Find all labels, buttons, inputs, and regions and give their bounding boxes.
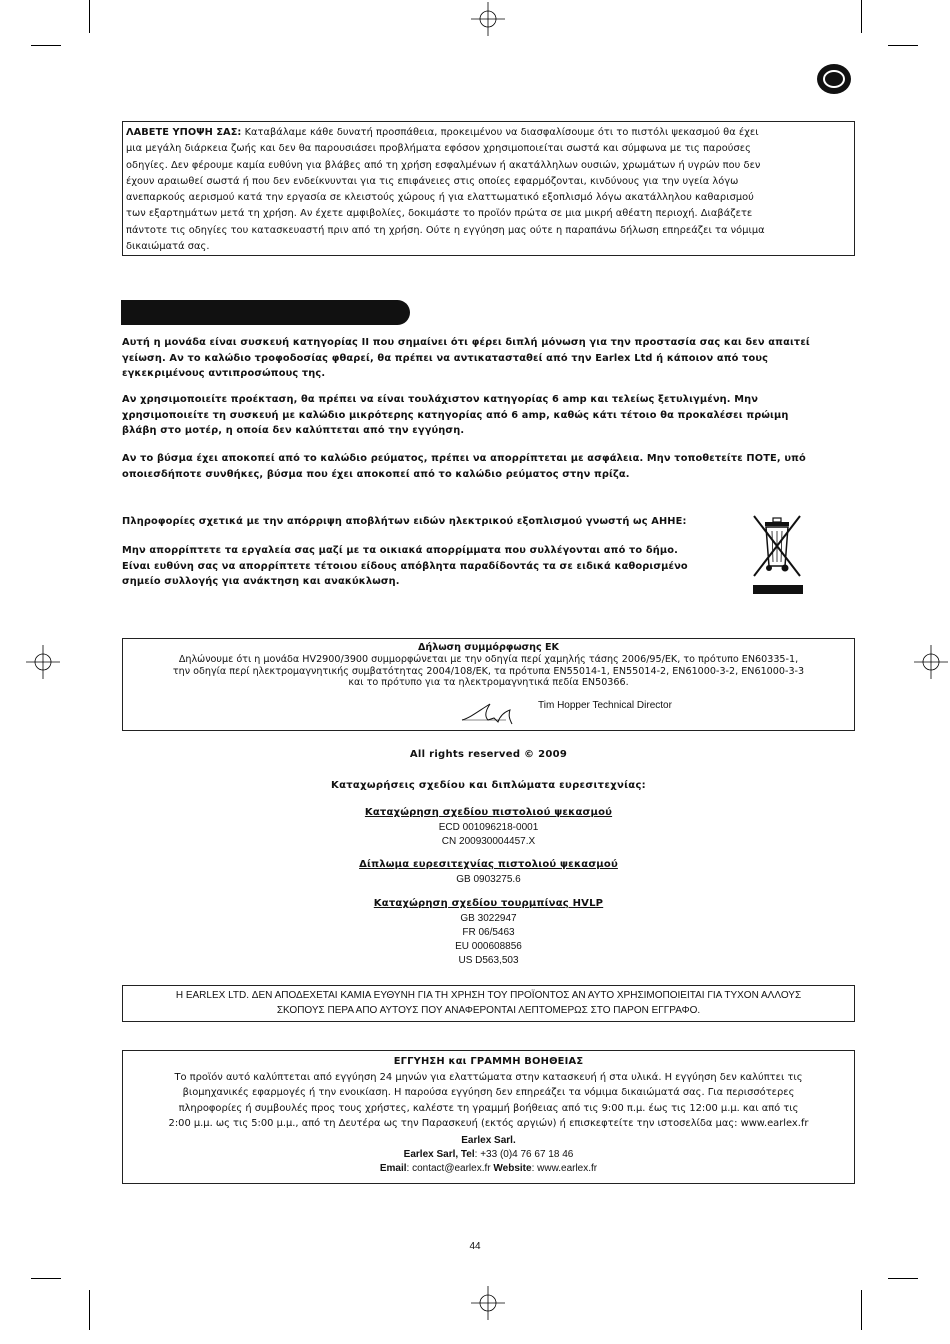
- crop-mark: [888, 1278, 918, 1279]
- paragraph-line: Αυτή η μονάδα είναι συσκευή κατηγορίας II που σημαίνει ότι φέρει διπλή μόνωση για την προστασία σας και δεν απαιτεί: [122, 337, 810, 348]
- page-number: 44: [469, 1241, 481, 1252]
- notice-line: ανεπαρκούς αερισμού κατά την εργασία σε κλειστούς χώρους ή για ελαττωματικό εξοπλισμό λόγω ακατάλληλου καθαρισμού: [126, 192, 754, 204]
- registration-item: ECD 001096218-0001: [438, 822, 539, 833]
- paragraph-line: Είναι ευθύνη σας να απορρίπτετε τέτοιου είδους απόβλητα παραδίδοντάς τα σε ειδικά καθορισμένο: [122, 560, 688, 572]
- registration-item: GB 0903275.6: [456, 874, 521, 885]
- registration-item: EU 000608856: [455, 941, 522, 952]
- tel-value: : +33 (0)4 76 67 18 46: [474, 1148, 574, 1160]
- registration-heading: Καταχώρηση σχεδίου πιστολιού ψεκασμού: [364, 807, 613, 818]
- crop-mark: [31, 45, 61, 46]
- plug-paragraph: [122, 451, 857, 482]
- signatory-name: Tim Hopper Technical Director: [538, 700, 672, 711]
- registration-mark-top: [471, 2, 505, 36]
- email-label: Email: [379, 1162, 407, 1174]
- warranty-line: πληροφορίες ή συμβουλές προς τους χρήστες, καλέστε τη γραμμή βοήθειας από τις 9:00 π.μ. έως τις 12:00 μ.μ. και από τις: [178, 1102, 799, 1114]
- paragraph-line: γείωση. Αν το καλώδιο τροφοδοσίας φθαρεί, θα πρέπει να αντικατασταθεί από την Earlex Ltd ή κάποιον από τους: [122, 352, 769, 364]
- registration-mark-left: [26, 645, 60, 679]
- registration-heading: Καταχώρηση σχεδίου τουρμπίνας HVLP: [373, 898, 604, 909]
- paragraph-line: σημείο συλλογής για ανάκτηση και ανακύκλωση.: [122, 576, 400, 587]
- paragraph-line: Αν χρησιμοποιείτε προέκταση, θα πρέπει να είναι τουλάχιστον κατηγορίας 6 amp και τελείως ξετυλιγμένη. Μην: [122, 394, 759, 405]
- copyright-notice: All rights reserved © 2009: [409, 749, 568, 760]
- paragraph-line: Μην απορρίπτετε τα εργαλεία σας μαζί με τα οικιακά απορρίμματα που συλλέγονται από το δήμο.: [122, 545, 678, 556]
- crossed-bin-icon: [748, 514, 804, 596]
- declaration-title: Δήλωση συμμόρφωσης ΕΚ: [418, 642, 559, 653]
- tel-label: Earlex Sarl, Tel: [403, 1148, 475, 1160]
- crop-mark: [888, 45, 918, 46]
- paragraph-line: οποιεσδήποτε συνθήκες, βύσμα που έχει αποκοπεί από το καλώδιο ρεύματος στην πρίζα.: [122, 468, 630, 480]
- signature-image: [460, 700, 520, 726]
- crop-mark: [89, 0, 90, 33]
- notice-line: δικαιώματά σας.: [126, 241, 210, 253]
- website-label: Website: [493, 1162, 532, 1174]
- registration-heading: Δίπλωμα ευρεσιτεχνίας πιστολιού ψεκασμού: [359, 859, 618, 870]
- notice-line: οδηγίες. Δεν φέρουμε καμία ευθύνη για βλάβες από τη χρήση εσφαλμένων ή ακατάλληλων ουσιών, χρωμάτων ή υγρών που δεν: [126, 159, 761, 171]
- paragraph-line: Αν το βύσμα έχει αποκοπεί από το καλώδιο ρεύματος, πρέπει να απορρίπτεται με ασφάλεια. Μην τοποθετείτε ΠΟΤΕ, υπό: [122, 453, 806, 464]
- weee-heading: Πληροφορίες σχετικά με την απόρριψη αποβλήτων ειδών ηλεκτρικού εξοπλισμού γνωστή ως ΑΗΗΕ:: [122, 516, 687, 527]
- notice-line: πάντοτε τις οδηγίες του κατασκευαστή πριν από τη χρήση. Ούτε η εγγύηση μας ούτε η παραπάνω δήλωση επηρεάζει τα νόμιμα: [126, 224, 765, 236]
- notice-line: Καταβάλαμε κάθε δυνατή προσπάθεια, προκειμένου να διασφαλίσουμε ότι το πιστόλι ψεκασμού θα έχει: [241, 127, 759, 138]
- paragraph-line: χρησιμοποιείτε τη συσκευή με καλώδιο μικρότερης κατηγορίας από 6 amp, καθώς κάτι τέτοιο θα προκαλέσει πρώιμη: [122, 409, 789, 421]
- registration-mark-right: [914, 645, 948, 679]
- language-badge-icon: [817, 64, 851, 94]
- notice-line: έχουν αραιωθεί σωστά ή που δεν ενδείκνυνται για τις επιφάνειες στις οποίες εφαρμόζονται, κινδύνους για την υγεία λόγω: [126, 175, 739, 187]
- disclaimer-line: ΣΚΟΠΟΥΣ ΠΕΡΑ ΑΠΟ ΑΥΤΟΥΣ ΠΟΥ ΑΝΑΦΕΡΟΝΤΑΙ ΛΕΠΤΟΜΕΡΩΣ ΣΤΟ ΠΑΡΟΝ ΕΓΓΡΑΦΟ.: [276, 1005, 701, 1016]
- warranty-line: Το προϊόν αυτό καλύπτεται από εγγύηση 24 μηνών για ελαττώματα στην κατασκευή ή στα υλικά. Η εγγύηση δεν καλύπτει τις: [174, 1071, 803, 1083]
- crop-mark: [31, 1278, 61, 1279]
- warranty-box: [122, 1050, 855, 1184]
- registration-item: CN 200930004457.X: [441, 836, 536, 847]
- website-value[interactable]: : www.earlex.fr: [531, 1162, 598, 1174]
- paragraph-line: βλάβη στο μοτέρ, η οποία δεν καλύπτεται από την εγγύηση.: [122, 425, 465, 436]
- company-name: Earlex Sarl.: [461, 1134, 516, 1146]
- paragraph-line: εγκεκριμένους αντιπροσώπους της.: [122, 368, 326, 379]
- weee-paragraph: [122, 543, 742, 590]
- registration-item: FR 06/5463: [462, 927, 515, 938]
- warranty-line: βιομηχανικές εφαρμογές ή την ενοικίαση. Η παρούσα εγγύηση δεν επηρεάζει τα νόμιμα δικαιώματά σας. Για περισσότερες: [182, 1087, 795, 1099]
- registration-mark-bottom: [471, 1286, 505, 1320]
- notice-line: μια μεγάλη διάρκεια ζωής και δεν θα παρουσιάσει προβλήματα εφόσον χρησιμοποιείται σωστά και σύμφωνα με τις παρούσες: [126, 143, 751, 155]
- notice-line: των εξαρτημάτων μετά τη χρήση. Αν έχετε αμφιβολίες, δοκιμάστε το προϊόν πρώτα σε μια μικρή αθέατη περιοχή. Διαβάζετε: [126, 208, 753, 220]
- declaration-line: την οδηγία περί ηλεκτρομαγνητικής συμβατότητας 2004/108/ΕΚ, τα πρότυπα EN55014-1, EN55014-2, EN61000-3-2, EN61000-3-3: [172, 665, 805, 677]
- notice-box: [122, 121, 855, 256]
- registration-item: GB 3022947: [460, 913, 517, 924]
- disclaimer-line: Η EARLEX LTD. ΔΕΝ ΑΠΟΔΕΧΕΤΑΙ ΚΑΜΙΑ ΕΥΘΥΝΗ ΓΙΑ ΤΗ ΧΡΗΣΗ ΤΟΥ ΠΡΟΪΟΝΤΟΣ ΑΝ ΑΥΤΟ ΧΡΗΣΙΜΟΠΟΙΕΙΤΑΙ ΓΙΑ ΤΥΧΟΝ ΑΛΛΟΥΣ: [175, 990, 802, 1001]
- warranty-line: 2:00 μ.μ. ως τις 5:00 μ.μ., από τη Δευτέρα ως την Παρασκευή (εκτός αργιών) ή επισκεφτείτε την ιστοσελίδα μας: www.earlex.fr: [168, 1118, 809, 1130]
- disclaimer-box: [122, 985, 855, 1022]
- electrical-paragraph: [122, 335, 857, 382]
- crop-mark: [89, 1290, 90, 1330]
- warranty-title: ΕΓΓΥΗΣΗ και ΓΡΑΜΜΗ ΒΟΗΘΕΙΑΣ: [393, 1056, 584, 1067]
- registration-item: US D563,503: [458, 955, 519, 966]
- declaration-line: και το πρότυπο για τα ηλεκτρομαγνητικά πεδία EN50366.: [348, 677, 629, 689]
- declaration-line: Δηλώνουμε ότι η μονάδα HV2900/3900 συμμορφώνεται με την οδηγία περί χαμηλής τάσης 2006/95/ΕΚ, το πρότυπο EN60335-1,: [178, 653, 799, 665]
- email-value[interactable]: : contact@earlex.fr: [406, 1162, 494, 1174]
- crop-mark: [861, 1290, 862, 1330]
- notice-label: ΛΑΒΕΤΕ ΥΠΟΨΗ ΣΑΣ:: [126, 127, 242, 138]
- section-header-bar: [121, 300, 410, 325]
- crop-mark: [861, 0, 862, 33]
- extension-paragraph: [122, 392, 857, 439]
- registrations-heading: Καταχωρήσεις σχεδίου και διπλώματα ευρεσιτεχνίας:: [331, 780, 646, 791]
